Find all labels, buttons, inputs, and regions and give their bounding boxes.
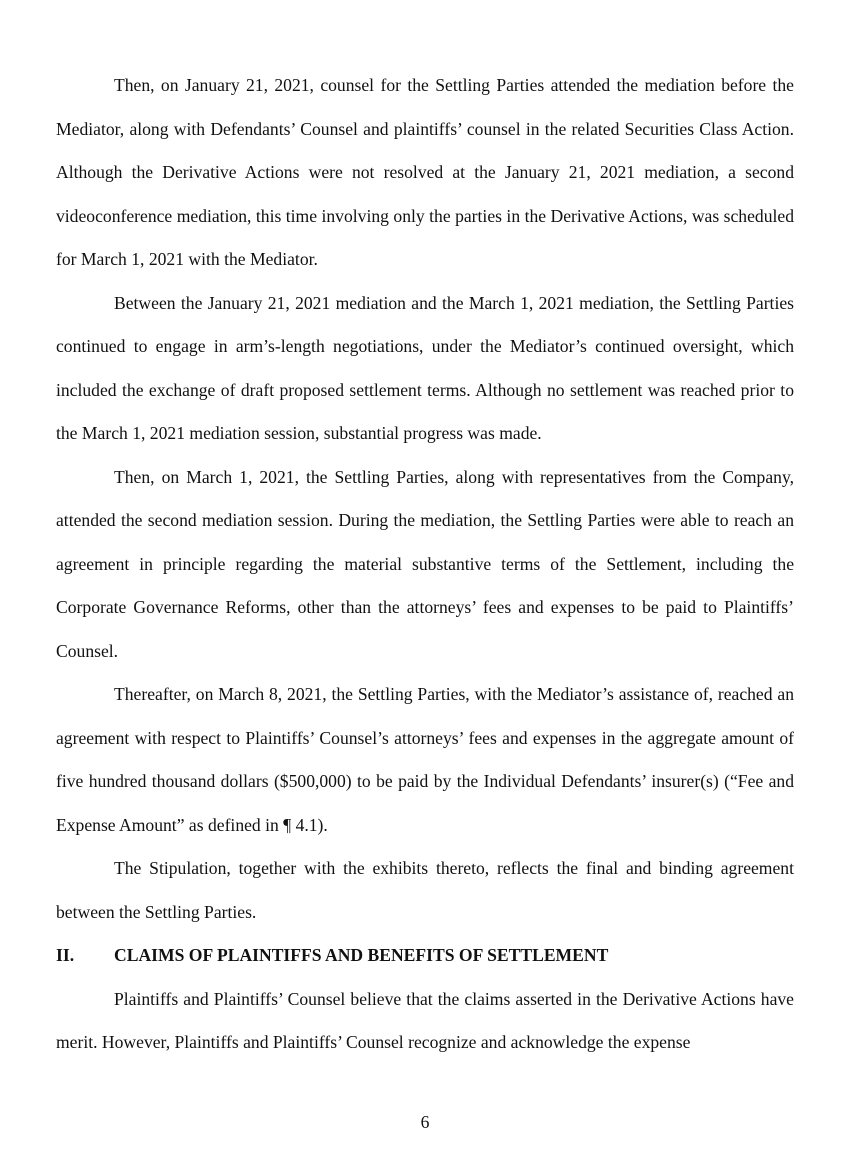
section-heading: [56, 934, 794, 978]
section-title: CLAIMS OF PLAINTIFFS AND BENEFITS OF SETTLEMENT: [114, 945, 609, 965]
paragraph-continued-negotiations: Between the January 21, 2021 mediation and the March 1, 2021 mediation, the Settling Parties continued to engage in arm’s-length negotiations, under the Mediator’s continued oversight, which included the exchange of draft proposed settlement terms. Although no settlement was reached prior to the March 1, 2021 mediation session, substantial progress was made.: [56, 292, 794, 443]
paragraph-claims-merit: Plaintiffs and Plaintiffs’ Counsel believe that the claims asserted in the Derivative Actions have merit. However, Plaintiffs and Plaintiffs’ Counsel recognize and acknowledge the expense: [56, 988, 794, 1052]
section-number: II.: [56, 945, 75, 965]
paragraph-january-mediation: Then, on January 21, 2021, counsel for the Settling Parties attended the mediation before the Mediator, along with Defendants’ Counsel and plaintiffs’ counsel in the related Securities Class Action. Although the Derivative Actions were not resolved at the January 21, 2021 mediation, a second videoconference mediation, this time involving only the parties in the Derivative Actions, was scheduled for March 1, 2021 with the Mediator.: [56, 75, 794, 269]
paragraph-fee-agreement: Thereafter, on March 8, 2021, the Settling Parties, with the Mediator’s assistance of, reached an agreement with respect to Plaintiffs’ Counsel’s attorneys’ fees and expenses in the aggregate amount of five hundred thousand dollars ($500,000) to be paid by the Individual Defendants’ insurer(s) (“Fee and Expense Amount” as defined in ¶ 4.1).: [56, 684, 794, 835]
page-number: 6: [420, 1112, 430, 1132]
document-page: [56, 64, 794, 1065]
paragraph-stipulation: The Stipulation, together with the exhibits thereto, reflects the final and binding agreement between the Settling Parties.: [56, 858, 794, 922]
paragraph-march-mediation: Then, on March 1, 2021, the Settling Parties, along with representatives from the Company, attended the second mediation session. During the mediation, the Settling Parties were able to reach an agreement in principle regarding the material substantive terms of the Settlement, including the Corporate Governance Reforms, other than the attorneys’ fees and expenses to be paid to Plaintiffs’ Counsel.: [56, 466, 794, 661]
